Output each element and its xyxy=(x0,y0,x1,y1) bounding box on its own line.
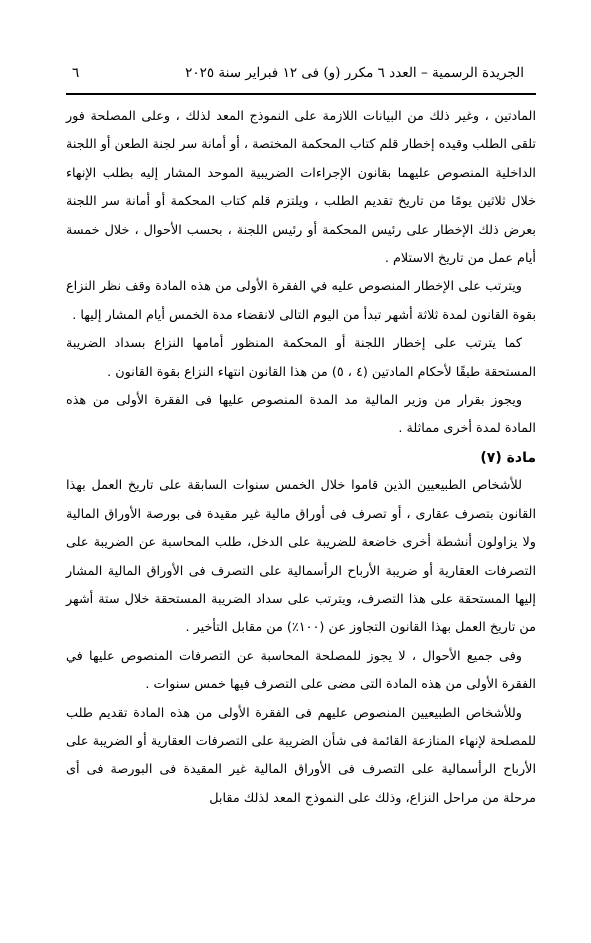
paragraph: للأشخاص الطبيعيين الذين قاموا خلال الخمس سنوات السابقة على تاريخ العمل بهذا القانون بتصرف عقارى ، أو تصرف فى أوراق مالية غير مقيدة فى بورصة الأوراق المالية ولا يزاولون أنشطة أخرى خاضعة للضريبة على الدخل، طلب المحاسبة عن الضريبة على التصرفات العقارية أو ضريبة الأرباح الرأسمالية على التصرف فى الأوراق المالية المشار إليها المستحقة على هذا التصرف، ويترتب على سداد الضريبة المستحقة خلال ستة أشهر من تاريخ العمل بهذا القانون التجاوز عن (١٠٠٪) من مقابل التأخير . xyxy=(66,478,536,636)
paragraph: ويترتب على الإخطار المنصوص عليه في الفقرة الأولى من هذه المادة وقف نظر النزاع بقوة القانون لمدة ثلاثة أشهر تبدأ من اليوم التالى لانقضاء مدة الخمس أيام المشار إليها . xyxy=(66,279,536,323)
gazette-title: الجريدة الرسمية – العدد ٦ مكرر (و) فى ١٢ فبراير سنة ٢٠٢٥ xyxy=(185,65,524,81)
document-body xyxy=(66,103,536,813)
paragraph: وفى جميع الأحوال ، لا يجوز للمصلحة المحاسبة عن التصرفات المنصوص عليها في الفقرة الأولى من هذه المادة التى مضى على التصرف فيها خمس سنوات . xyxy=(66,648,536,693)
page-header xyxy=(66,58,536,88)
article-heading: مادة (٧) xyxy=(480,449,536,466)
page-number: ٦ xyxy=(72,65,80,81)
paragraph: كما يترتب على إخطار اللجنة أو المحكمة المنظور أمامها النزاع بسداد الضريبة المستحقة طبقًا لأحكام المادتين (٤ ، ٥) من هذا القانون انتهاء النزاع بقوة القانون . xyxy=(66,336,536,380)
document-page xyxy=(66,58,536,813)
paragraph: المادتين ، وغير ذلك من البيانات اللازمة على النموذج المعد لذلك ، وعلى المصلحة فور تلقى الطلب وقيده إخطار قلم كتاب المحكمة المختصة ، أو أمانة سر لجنة الطعن أو اللجنة الداخلية المنصوص عليهما بقانون الإجراءات الضريبية الموحد المشار إليه بطلب الإنهاء خلال ثلاثين يومًا من تاريخ تقديم الطلب ، ويلتزم قلم كتاب المحكمة أو أمانة سر اللجنة بعرض ذلك الإخطار على رئيس المحكمة أو رئيس اللجنة ، بحسب الأحوال ، خلال خمسة أيام عمل من تاريخ الاستلام . xyxy=(65,109,536,267)
header-divider xyxy=(66,93,536,95)
paragraph: وللأشخاص الطبيعيين المنصوص عليهم فى الفقرة الأولى من هذه المادة تقديم طلب للمصلحة لإنهاء المنازعة القائمة فى شأن الضريبة على التصرفات العقارية أو الضريبة على الأرباح الرأسمالية على التصرف فى الأوراق المالية غير المقيدة فى البورصة فى أى مرحلة من مراحل النزاع، وذلك على النموذج المعد لذلك مقابل xyxy=(66,705,536,806)
paragraph: ويجوز بقرار من وزير المالية مد المدة المنصوص عليها فى الفقرة الأولى من هذه المادة لمدة أخرى مماثلة . xyxy=(66,393,536,437)
